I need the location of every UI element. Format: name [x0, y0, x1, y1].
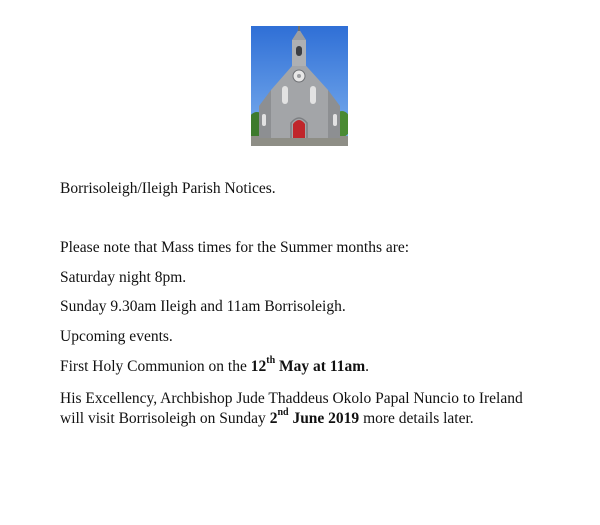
- notices-heading: Borrisoleigh/Ileigh Parish Notices.: [60, 180, 276, 197]
- communion-day-suffix: th: [266, 354, 276, 366]
- first-holy-communion-notice: [60, 354, 370, 377]
- church-photo: [251, 26, 348, 146]
- sunday-mass-times: Sunday 9.30am Ileigh and 11am Borrisoleigh.: [60, 298, 346, 315]
- mass-times-intro: Please note that Mass times for the Summer months are:: [60, 239, 410, 256]
- communion-day: 12: [250, 358, 267, 375]
- visit-month-year: June 2019: [288, 410, 360, 427]
- visit-date: [269, 406, 360, 427]
- communion-time: May at 11am: [275, 358, 366, 375]
- visit-day-suffix: nd: [277, 406, 289, 418]
- visit-day: 2: [269, 410, 278, 427]
- upcoming-events-heading: Upcoming events.: [60, 328, 173, 345]
- saturday-mass-time: Saturday night 8pm.: [60, 269, 187, 286]
- communion-prefix: First Holy Communion on the: [60, 358, 251, 375]
- visit-prefix: His Excellency, Archbishop Jude Thaddeus Okolo Papal Nuncio to Ireland will visit Borrisoleigh on Sunday: [60, 390, 523, 427]
- communion-end: .: [365, 358, 370, 375]
- communion-date: [250, 354, 366, 375]
- nuncio-visit-notice: [60, 389, 550, 429]
- visit-end: more details later.: [359, 410, 474, 427]
